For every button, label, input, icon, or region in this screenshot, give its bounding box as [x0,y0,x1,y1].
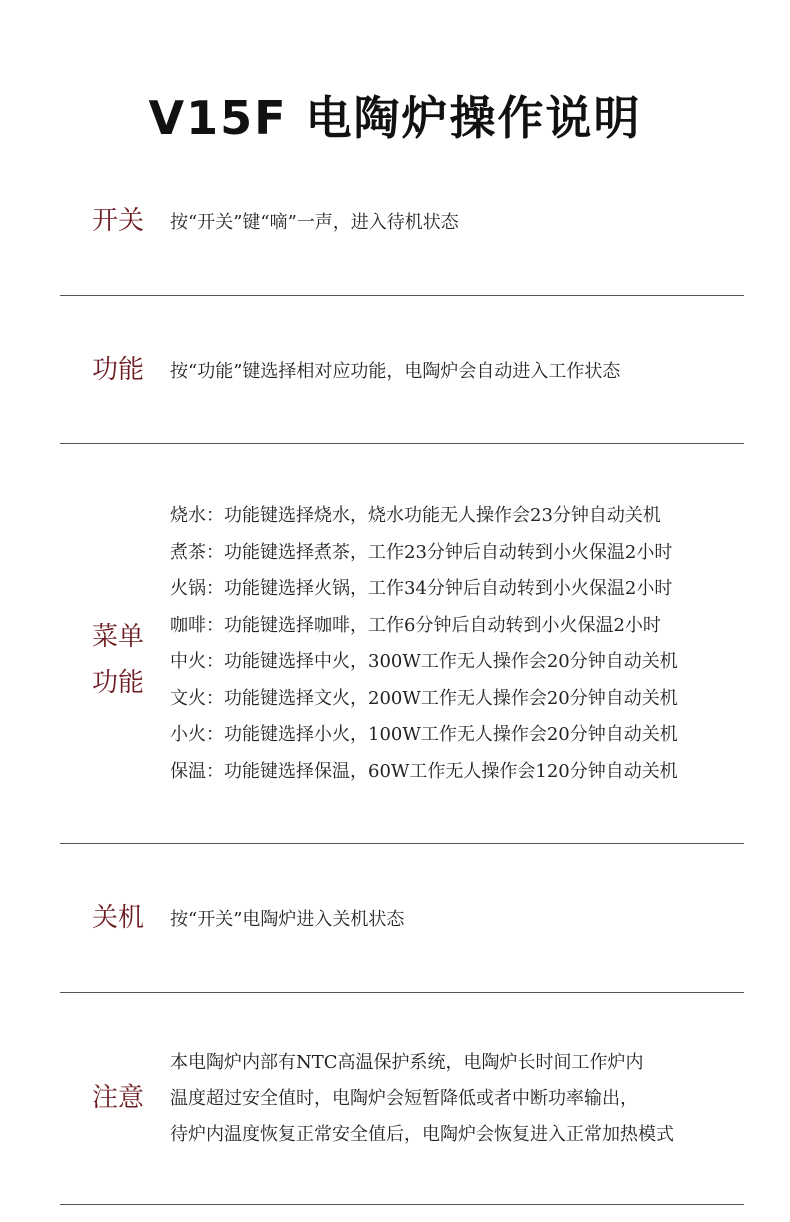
menu-item-coffee: 咖啡：功能键选择咖啡，工作6分钟后自动转到小火保温2小时 [170,614,661,636]
menu-list [170,498,750,790]
divider [60,443,744,444]
section-label-caution: 注意 [92,1083,145,1113]
menu-item-gentle-heat: 文火：功能键选择文火，200W工作无人操作会20分钟自动关机 [170,687,678,709]
menu-item-medium-heat: 中火：功能键选择中火，300W工作无人操作会20分钟自动关机 [170,651,678,672]
divider [60,843,744,844]
section-label-shutdown: 关机 [92,903,145,933]
caution-line: 温度超过安全值时，电陶炉会短暂降低或者中断功率输出， [170,1088,638,1109]
section-label-line: 功能 [92,668,145,698]
caution-line: 本电陶炉内部有NTC高温保护系统，电陶炉长时间工作炉内 [170,1052,644,1073]
section-body-function [170,359,750,385]
section-label-power: 开关 [92,206,145,236]
instruction-line: 按“开关”键“嘀”一声，进入待机状态 [170,212,459,233]
caution-line: 待炉内温度恢复正常安全值后，电陶炉会恢复进入正常加热模式 [170,1124,674,1145]
divider [60,295,744,296]
menu-item-boil: 烧水：功能键选择烧水，烧水功能无人操作会23分钟自动关机 [170,505,661,526]
page-title: V15F 电陶炉操作说明 [148,91,642,145]
section-label-line: 菜单 [92,622,145,652]
section-label-menu [92,614,156,706]
section-body-power [170,210,750,236]
divider [60,992,744,993]
divider [60,1204,744,1205]
menu-item-hotpot: 火锅：功能键选择火锅，工作34分钟后自动转到小火保温2小时 [170,578,673,599]
section-body-shutdown [170,907,750,933]
instruction-line: 按“开关”电陶炉进入关机状态 [170,909,405,930]
menu-item-keep-warm: 保温：功能键选择保温，60W工作无人操作会120分钟自动关机 [170,760,678,782]
menu-item-tea: 煮茶：功能键选择煮茶，工作23分钟后自动转到小火保温2小时 [170,541,673,563]
menu-item-low-heat: 小火：功能键选择小火，100W工作无人操作会20分钟自动关机 [170,724,678,745]
section-label-function: 功能 [92,355,145,385]
section-body-caution [170,1045,750,1153]
instruction-line: 按“功能”键选择相对应功能，电陶炉会自动进入工作状态 [170,361,621,382]
